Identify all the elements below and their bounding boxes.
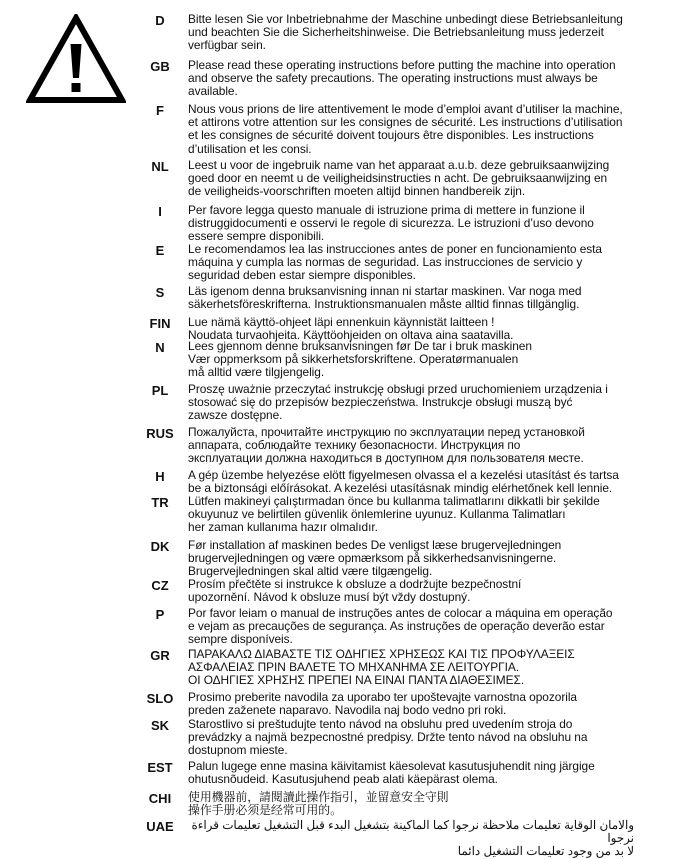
instruction-text: Nous vous prions de lire attentivement le mode d’emploi avant d’utiliser la machine, et attirons votre attention sur les consignes de sécurité. Les instructions d’utilisation et les consignes de sécurité doivent toujours être disponibles. Les instructions d’utilisation et les consi. — [188, 102, 623, 156]
instruction-text: Please read these operating instructions before putting the machine into operation and observe the safety precautions. The operating instructions must always be available. — [188, 58, 616, 99]
instruction-text: Por favor leiam o manual de instruções antes de colocar a máquina em operação e vejam as precauções de segurança. As instruções de operação deverão estar sempre disponíveis. — [188, 606, 613, 647]
language-code: NL — [151, 159, 169, 174]
instruction-text: Palun lugege enne masina käivitamist käesolevat kasutusjuhendit ning järgige ohutusnõudeid. Kasutusjuhend peab alati käepärast olema. — [188, 759, 595, 787]
language-code: N — [155, 340, 165, 355]
instruction-text: Le recomendamos lea las instrucciones antes de poner en funcionamiento esta máquina y cumpla las normas de seguridad. Las instrucciones de servicio y seguridad deben estar siempre disponibles. — [188, 242, 602, 283]
language-code: CHI — [148, 791, 172, 806]
instruction-text: Leest u voor de ingebruik name van het apparaat a.u.b. deze gebruiksaanwijzing goed door en neemt u de veiligheidsinstructies n acht. De gebruiksaanwijzing en de veiligheids-voorschriften moeten altijd binnen handbereik zijn. — [188, 158, 610, 199]
language-code: E — [155, 243, 165, 258]
language-code: SLO — [146, 691, 174, 706]
language-code: FIN — [149, 316, 171, 331]
language-code: S — [155, 285, 165, 300]
language-code: H — [155, 469, 165, 484]
instruction-text: والامان الوقاية تعليمات ملاحظة نرجوا كما الماكينة بتشغيل البدء قبل التشغيل تعليمات قراءة نرجوا لا بد من وجود تعليمات التشغيل دائما — [191, 818, 634, 859]
language-code: SK — [150, 718, 170, 733]
instruction-text: Før installation af maskinen bedes De venligst læse brugervejledningen brugervejledningen og være opmærksom på sikkerhedsanvisningerne. Brugervejledningen skal altid være tilgængelig. — [188, 538, 562, 579]
language-code: TR — [151, 495, 169, 510]
instruction-text: A gép üzembe helyezése elött figyelmesen olvassa el a kezelési utasítást és tartsa be a biztonsági előírásokat. A kezelési utasításnak mindig elérhetőnek kell lennie. — [188, 468, 619, 496]
warning-exclamation-triangle-icon — [26, 14, 126, 106]
instruction-text: Per favore legga questo manuale di istruzione prima di mettere in funzione il distruggidocumenti e osservi le regole di sicurezza. Le istruzioni d’uso devono essere sempre disponibili. — [188, 203, 594, 244]
instruction-text: Prosím přečtěte si instrukce k obsluze a dodržujte bezpečnostní upozornění. Návod k obsluze musí být vždy dostupný. — [188, 577, 522, 605]
language-code: GB — [150, 59, 170, 74]
language-code: F — [156, 103, 164, 118]
instruction-text: Пожалуйста, прочитайте инструкцию по эксплуатации перед установкой аппарата, соблюдайте технику безопасности. Инструкция по эксплуатации должна находиться в доступном для пользователя месте. — [188, 425, 585, 466]
instruction-text: Lütfen makineyi çalıştırmadan önce bu kullanma talimatlarını dikkatli bir şekilde okuyunuz ve belirtilen güvenlik önlemlerine uyunuz. Kullanma Talimatları her zaman kullanıma hazır olmalıdır. — [188, 494, 600, 535]
instruction-text: Läs igenom denna bruksanvisning innan ni startar maskinen. Var noga med säkerhetsföreskrifterna. Instruktionsmanualen måste alltid finnas tillgänglig. — [188, 284, 582, 312]
language-code: P — [155, 607, 165, 622]
language-code: D — [155, 13, 165, 28]
instruction-text: Lue nämä käyttö-ohjeet läpi ennenkuin käynnistät laitteen ! Noudata turvaohjeita. Käyttöohjeiden on oltava aina saatavilla. — [188, 315, 514, 343]
instruction-text: Bitte lesen Sie vor Inbetriebnahme der Maschine unbedingt diese Betriebsanleitung und beachten Sie die Sicherheitshinweise. Die Betriebsanleitung muss jederzeit verfügbar sein. — [188, 12, 623, 53]
language-code: I — [158, 204, 162, 219]
language-code: GR — [150, 648, 170, 663]
language-code: CZ — [151, 578, 169, 593]
instruction-text: Lees gjennom denne bruksanvisningen før De tar i bruk maskinen Vær oppmerksom på sikkerhetsforskriftene. Operatørmanualen må alltid være tilgjengelig. — [188, 339, 532, 380]
language-code: DK — [150, 539, 170, 554]
language-code: UAE — [146, 819, 174, 834]
language-code: RUS — [146, 426, 174, 441]
language-code: EST — [147, 760, 173, 775]
language-code: PL — [151, 383, 169, 398]
instruction-text: Proszę uważnie przeczytać instrukcję obsługi przed uruchomieniem urządzenia i stosować się do przepisów bezpieczeństwa. Instrukcje obsługi muszą być zawsze dostępne. — [188, 382, 608, 423]
instruction-text: ΠΑΡΑΚΑΛΩ ΔΙΑΒΑΣΤΕ ΤΙΣ ΟΔΗΓΙΕΣ ΧΡΗΣΕΩΣ ΚΑΙ ΤΙΣ ΠΡΟΦΥΛΑΞΕΙΣ ΑΣΦΑΛΕΙΑΣ ΠΡΙΝ ΒΑΛΕΤΕ ΤΟ ΜΗΧΑΝΗΜΑ ΣΕ ΛΕΙΤΟΥΡΓΙΑ. ΟΙ ΟΔΗΓΙΕΣ ΧΡΗΣΗΣ ΠΡΕΠΕΙ ΝΑ ΕΙΝΑΙ ΠΑΝΤΑ ΔΙΑΘΕΣΙΜΕΣ. — [188, 647, 575, 688]
instruction-text: 使用機器前，請閱讀此操作指引，並留意安全守則 操作手册必须是经常可用的。 — [188, 790, 449, 818]
instruction-text: Starostlivo si preštudujte tento návod na obsluhu pred uvedením stroja do prevádzky a najmä bezpecnostné predpisy. Držte tento návod na obsluhu na dostupnom mieste. — [188, 717, 588, 758]
instruction-text: Prosimo preberite navodila za uporabo ter upoštevajte varnostna opozorila preden zaženete naparavo. Navodila naj bodo vedno pri roki. — [188, 690, 577, 718]
